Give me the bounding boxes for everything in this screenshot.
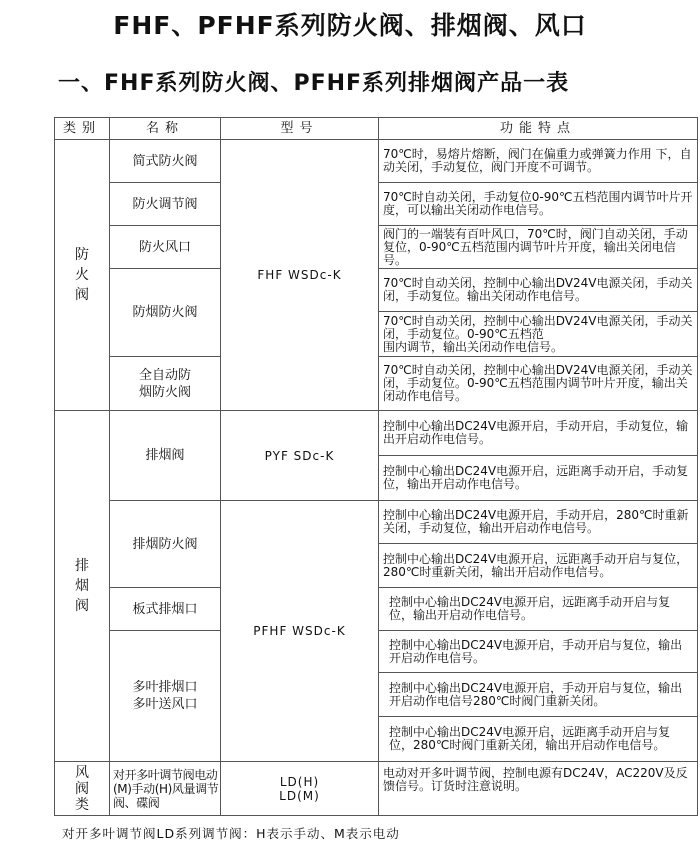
- header-function: 功能特点: [379, 118, 698, 140]
- header-model: 型号: [221, 118, 379, 140]
- function-cell: 控制中心输出DC24V电源开启，远距离手动开启与复位，280℃时重新关闭，输出开启动作电信号。: [379, 544, 698, 588]
- function-cell: 70℃时自动关闭，手动复位0-90℃五档范围内调节叶片开度，可以输出关闭动作电信号。: [379, 183, 698, 226]
- name-cell: 简式防火阀: [110, 140, 221, 183]
- section-title: 一、FHF系列防火阀、PFHF系列排烟阀产品一表: [58, 71, 570, 96]
- page-title: FHF、PFHF系列防火阀、排烟阀、风口: [113, 11, 587, 40]
- function-cell: 控制中心输出DC24V电源开启，手动开启与复位，输出开启动作电信号。: [379, 631, 698, 673]
- function-cell: 70℃时自动关闭，控制中心输出DV24V电源关闭，手动关闭，手动复位。输出关闭动作电信号。: [379, 269, 698, 312]
- footnote: 对开多叶调节阀LD系列调节阀：H表示手动、M表示电动: [62, 826, 400, 841]
- name-cell: 防火风口: [110, 226, 221, 269]
- table-row: [55, 140, 698, 183]
- model-cell: PYF SDc-K: [221, 411, 379, 501]
- function-cell: 70℃时，易熔片熔断，阀门在偏重力或弹簧力作用 下，自动关闭，手动复位，阀门开度不可调节。: [379, 140, 698, 183]
- name-cell: 板式排烟口: [110, 588, 221, 631]
- table-row: [55, 762, 698, 816]
- function-cell: 控制中心输出DC24V电源开启，手动开启，280℃时重新关闭，手动复位，输出开启动作电信号。: [379, 501, 698, 544]
- name-cell: 排烟阀: [110, 411, 221, 501]
- model-cell: FHF WSDc-K: [221, 140, 379, 411]
- function-cell: 70℃时自动关闭，控制中心输出DV24V电源关闭，手动关闭，手动复位。0-90℃五档范围内调节叶片开度，输出关闭动作电信号。: [379, 357, 698, 411]
- name-cell: 排烟防火阀: [110, 501, 221, 588]
- function-cell: 控制中心输出DC24V电源开启，远距离手动开启与复位，输出开启动作电信号。: [379, 588, 698, 631]
- product-table: [54, 117, 698, 816]
- table-row: [55, 501, 698, 544]
- name-cell: 多叶排烟口 多叶送风口: [110, 631, 221, 762]
- table-row: [55, 411, 698, 456]
- function-cell: 控制中心输出DC24V电源开启，手动开启，手动复位，输出开启动作电信号。: [379, 411, 698, 456]
- function-cell: 控制中心输出DC24V电源开启，手动开启与复位，输出开启动作电信号280℃时阀门重新关闭。: [379, 673, 698, 717]
- name-cell: 防烟防火阀: [110, 269, 221, 357]
- category-cell: 防 火 阀: [55, 140, 110, 411]
- category-cell: 风 阀 类: [55, 762, 110, 816]
- table-header-row: [55, 118, 698, 140]
- category-cell: 排 烟 阀: [55, 411, 110, 762]
- function-cell: 电动对开多叶调节阀，控制电源有DC24V，AC220V及反馈信号。订货时注意说明。: [379, 762, 698, 816]
- header-category: 类别: [55, 118, 110, 140]
- name-cell: 对开多叶调节阀电动(M)手动(H)风量调节阀、碟阀: [110, 762, 221, 816]
- name-cell: 全自动防 烟防火阀: [110, 357, 221, 411]
- model-cell: LD(H) LD(M): [221, 762, 379, 816]
- name-cell: 防火调节阀: [110, 183, 221, 226]
- function-cell: 控制中心输出DC24V电源开启，远距离手动开启与复位，280℃时阀门重新关闭，输出开启动作电信号。: [379, 717, 698, 762]
- function-cell: 阀门的一端装有百叶风口，70℃时，阀门自动关闭，手动复位，0-90℃五档范围内调节叶片开度，输出关闭电信号。: [379, 226, 698, 269]
- function-cell: 控制中心输出DC24V电源开启，远距离手动开启，手动复位，输出开启动作电信号。: [379, 456, 698, 501]
- function-cell: 70℃时自动关闭，控制中心输出DV24V电源关闭，手动关闭，手动复位。0-90℃五档范 围内调节，输出关闭动作电信号。: [379, 312, 698, 357]
- model-cell: PFHF WSDc-K: [221, 501, 379, 762]
- header-name: 名称: [110, 118, 221, 140]
